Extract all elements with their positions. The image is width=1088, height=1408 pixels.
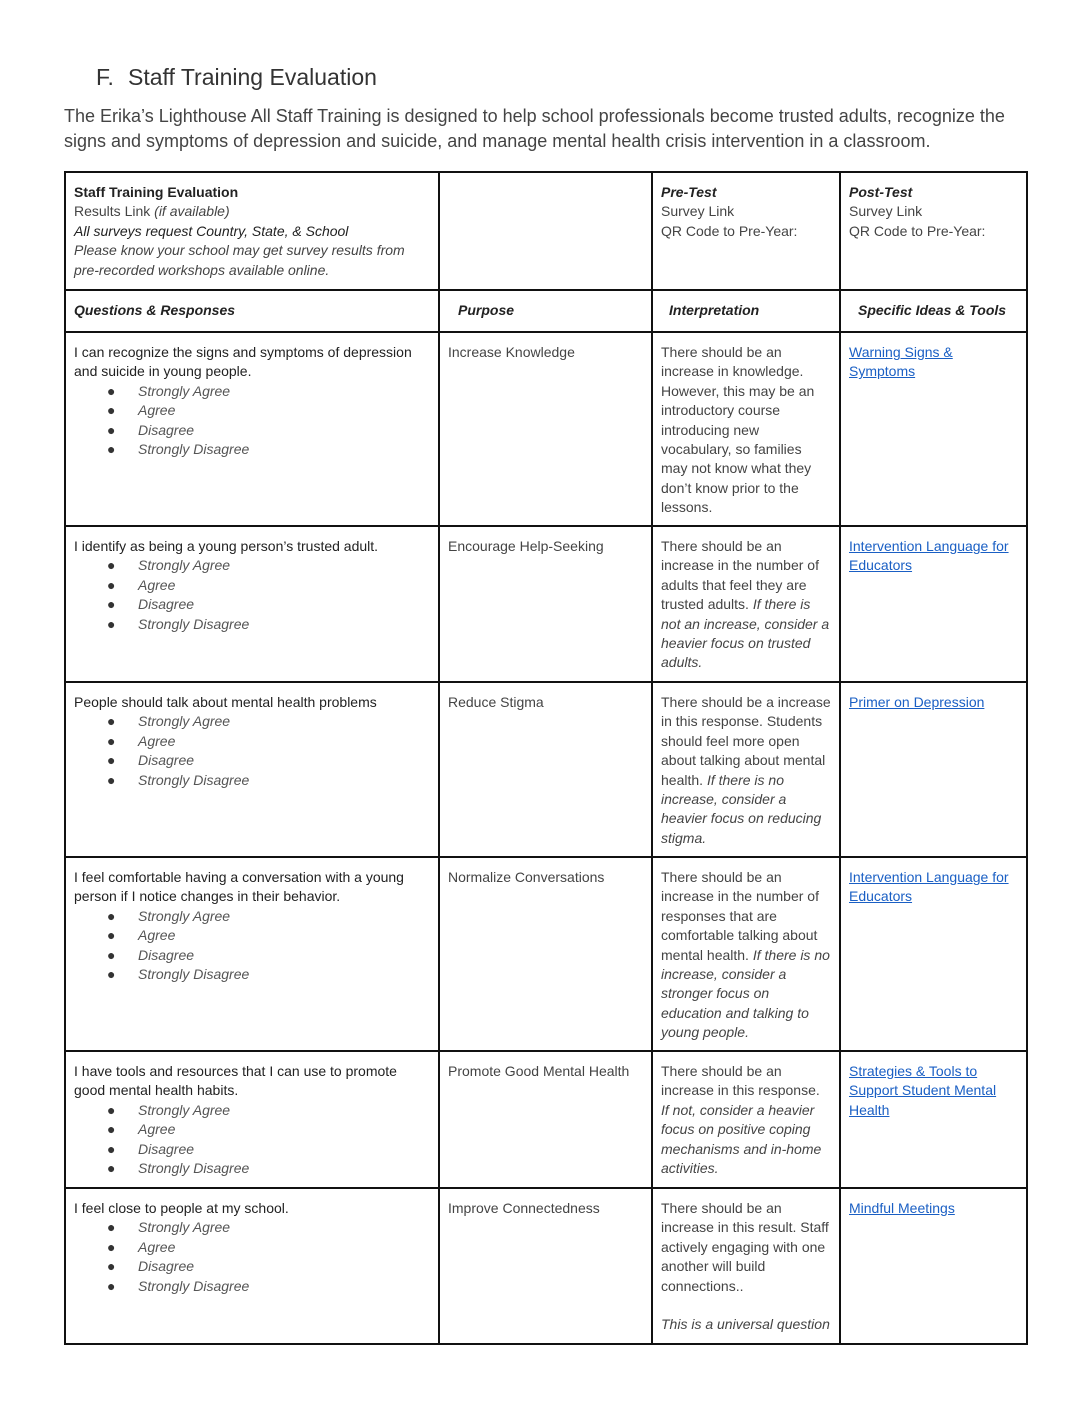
section-title: Staff Training Evaluation	[128, 64, 377, 90]
question-cell	[65, 857, 439, 1051]
bullet-icon: ●	[107, 966, 116, 983]
option-label: Strongly Disagree	[138, 966, 250, 983]
response-option	[74, 401, 430, 420]
interpretation-text: There should be an increase in the number of responses that are comfortable talking about mental health.	[661, 869, 819, 963]
purpose-cell	[439, 332, 652, 526]
question-cell	[65, 682, 439, 857]
tools-cell	[840, 857, 1027, 1051]
response-option	[74, 556, 430, 575]
tools-cell	[840, 1051, 1027, 1188]
bullet-icon: ●	[107, 771, 116, 788]
table-body	[65, 332, 1027, 1344]
response-options	[74, 382, 430, 460]
purpose-text: Increase Knowledge	[448, 344, 575, 360]
interpretation-cell	[652, 1051, 840, 1188]
resource-link[interactable]: Strategies & Tools to Support Student Mental Health	[849, 1063, 997, 1118]
header-title: Staff Training Evaluation	[74, 184, 239, 200]
section-letter: F.	[96, 64, 114, 90]
bullet-icon: ●	[107, 946, 116, 963]
question-cell	[65, 1051, 439, 1188]
pretest-survey-link: Survey Link	[661, 203, 735, 220]
bullet-icon: ●	[107, 421, 116, 438]
header-cell-pretest	[652, 172, 840, 290]
table-row	[65, 857, 1027, 1051]
question-cell	[65, 1188, 439, 1344]
interpretation-cell	[652, 682, 840, 857]
response-option	[74, 751, 430, 770]
interpretation-cell	[652, 1188, 840, 1344]
option-label: Disagree	[138, 752, 195, 769]
posttest-qr-label: QR Code to Pre-Year:	[849, 222, 986, 239]
bullet-icon: ●	[107, 1160, 116, 1177]
interpretation-italic-note: If there is no increase, consider a heavier focus on reducing stigma.	[661, 771, 822, 846]
option-label: Strongly Agree	[138, 1101, 231, 1118]
response-option	[74, 1238, 430, 1257]
evaluation-table	[64, 171, 1028, 1345]
bullet-icon: ●	[107, 927, 116, 944]
interpretation-text: There should be an increase in knowledge. However, this may be an introductory course introducing new vocabulary, so families may not know what they don’t know prior to the lessons.	[661, 344, 815, 516]
posttest-survey-link: Survey Link	[849, 203, 923, 220]
bullet-icon: ●	[107, 1238, 116, 1255]
bullet-icon: ●	[107, 713, 116, 730]
interpretation-italic-note: If not, consider a heavier focus on positive coping mechanisms and in-home activities.	[661, 1101, 822, 1177]
tools-cell	[840, 332, 1027, 526]
question-text: I can recognize the signs and symptoms of depression and suicide in young people.	[74, 344, 412, 380]
tools-cell	[840, 1188, 1027, 1344]
option-label: Disagree	[138, 421, 195, 438]
results-note: Please know your school may get survey results from pre-recorded workshops available online.	[74, 242, 405, 278]
response-option	[74, 1277, 430, 1296]
interpretation-text: There should be an increase in this response.	[661, 1063, 820, 1099]
bullet-icon: ●	[107, 752, 116, 769]
response-option	[74, 1120, 430, 1139]
bullet-icon: ●	[107, 907, 116, 924]
resource-link[interactable]: Primer on Depression	[849, 694, 985, 710]
option-label: Disagree	[138, 946, 195, 963]
response-option	[74, 1218, 430, 1237]
option-label: Strongly Disagree	[138, 771, 250, 788]
response-option	[74, 732, 430, 751]
response-option	[74, 615, 430, 634]
option-label: Agree	[138, 576, 176, 593]
header-cell-posttest	[840, 172, 1027, 290]
response-option	[74, 926, 430, 945]
bullet-icon: ●	[107, 557, 116, 574]
response-options	[74, 556, 430, 634]
surveys-request-note: All surveys request Country, State, & School	[74, 222, 349, 239]
option-label: Agree	[138, 927, 176, 944]
option-label: Disagree	[138, 1258, 195, 1275]
purpose-text: Reduce Stigma	[448, 694, 544, 710]
spacer	[661, 1296, 831, 1315]
option-label: Strongly Disagree	[138, 615, 250, 632]
purpose-text: Encourage Help-Seeking	[448, 538, 604, 554]
col-header-questions: Questions & Responses	[65, 290, 439, 332]
question-text: I have tools and resources that I can use to promote good mental health habits.	[74, 1063, 397, 1099]
response-options	[74, 1218, 430, 1296]
response-option	[74, 771, 430, 790]
response-option	[74, 595, 430, 614]
option-label: Strongly Disagree	[138, 1277, 250, 1294]
response-option	[74, 576, 430, 595]
purpose-cell	[439, 1188, 652, 1344]
response-option	[74, 712, 430, 731]
section-intro: The Erika’s Lighthouse All Staff Training is designed to help school professionals become trusted adults, recognize the signs and symptoms of depression and suicide, and manage mental health crisis intervention in a classroom.	[64, 106, 1005, 151]
question-text: I feel close to people at my school.	[74, 1200, 289, 1216]
posttest-title: Post-Test	[849, 184, 913, 200]
bullet-icon: ●	[107, 732, 116, 749]
results-link-label: Results Link	[74, 203, 151, 220]
column-header-row	[65, 290, 1027, 332]
header-cell-info	[65, 172, 439, 290]
bullet-icon: ●	[107, 1121, 116, 1138]
option-label: Agree	[138, 1238, 176, 1255]
interpretation-italic-note: If there is no increase, consider a stronger focus on education and talking to young people.	[661, 946, 830, 1041]
purpose-text: Normalize Conversations	[448, 869, 605, 885]
response-option	[74, 965, 430, 984]
response-option	[74, 421, 430, 440]
interpretation-extra-note	[661, 1296, 831, 1334]
table-row	[65, 1188, 1027, 1344]
option-label: Agree	[138, 732, 176, 749]
option-label: Strongly Disagree	[138, 441, 250, 458]
table-row	[65, 332, 1027, 526]
option-label: Disagree	[138, 1140, 195, 1157]
tools-cell	[840, 682, 1027, 857]
option-label: Agree	[138, 1121, 176, 1138]
interpretation-cell	[652, 857, 840, 1051]
option-label: Strongly Agree	[138, 557, 231, 574]
option-label: Strongly Agree	[138, 382, 231, 399]
option-label: Strongly Agree	[138, 713, 231, 730]
table-row	[65, 682, 1027, 857]
universal-question-note: This is a universal question	[661, 1316, 830, 1333]
header-cell-empty	[439, 172, 652, 290]
purpose-text: Improve Connectedness	[448, 1200, 600, 1216]
interpretation-italic-note: If there is not an increase, consider a heavier focus on trusted adults.	[661, 596, 830, 671]
option-label: Disagree	[138, 596, 195, 613]
resource-link[interactable]: Warning Signs & Symptoms	[849, 344, 953, 380]
bullet-icon: ●	[107, 1277, 116, 1294]
question-text: I feel comfortable having a conversation with a young person if I notice changes in their behavior.	[74, 869, 404, 905]
pretest-qr-label: QR Code to Pre-Year:	[661, 222, 798, 239]
interpretation-cell	[652, 526, 840, 682]
purpose-cell	[439, 526, 652, 682]
table-header-row	[65, 172, 1027, 290]
question-text: I identify as being a young person’s trusted adult.	[74, 538, 379, 554]
option-label: Strongly Agree	[138, 1219, 231, 1236]
response-option	[74, 440, 430, 459]
response-options	[74, 907, 430, 985]
table-row	[65, 526, 1027, 682]
col-header-purpose: Purpose	[439, 290, 652, 332]
option-label: Agree	[138, 402, 176, 419]
response-option	[74, 1101, 430, 1120]
option-label: Strongly Agree	[138, 907, 231, 924]
question-cell	[65, 332, 439, 526]
bullet-icon: ●	[107, 1101, 116, 1118]
interpretation-text: There should be an increase in this result. Staff actively engaging with one another will build connections..	[661, 1200, 829, 1294]
response-option	[74, 1257, 430, 1276]
section-heading	[96, 64, 377, 91]
bullet-icon: ●	[107, 1219, 116, 1236]
col-header-interpretation: Interpretation	[652, 290, 840, 332]
bullet-icon: ●	[107, 382, 116, 399]
bullet-icon: ●	[107, 596, 116, 613]
question-text: People should talk about mental health problems	[74, 694, 377, 710]
response-options	[74, 712, 430, 790]
results-link-line	[74, 202, 430, 221]
response-option	[74, 907, 430, 926]
interpretation-cell	[652, 332, 840, 526]
bullet-icon: ●	[107, 1258, 116, 1275]
pretest-title: Pre-Test	[661, 184, 717, 200]
purpose-cell	[439, 682, 652, 857]
response-option	[74, 1159, 430, 1178]
table-row	[65, 1051, 1027, 1188]
resource-link[interactable]: Mindful Meetings	[849, 1200, 955, 1216]
option-label: Strongly Disagree	[138, 1160, 250, 1177]
bullet-icon: ●	[107, 402, 116, 419]
response-options	[74, 1101, 430, 1179]
interpretation-text: There should be a increase in this response. Students should feel more open about talking about mental health.	[661, 694, 831, 788]
interpretation-text: There should be an increase in the number of adults that feel they are trusted adults.	[661, 538, 819, 613]
bullet-icon: ●	[107, 1140, 116, 1157]
bullet-icon: ●	[107, 441, 116, 458]
bullet-icon: ●	[107, 615, 116, 632]
purpose-cell	[439, 857, 652, 1051]
bullet-icon: ●	[107, 576, 116, 593]
question-cell	[65, 526, 439, 682]
response-option	[74, 946, 430, 965]
purpose-text: Promote Good Mental Health	[448, 1063, 630, 1079]
resource-link[interactable]: Intervention Language for Educators	[849, 538, 1009, 574]
response-option	[74, 382, 430, 401]
col-header-tools: Specific Ideas & Tools	[840, 290, 1027, 332]
response-option	[74, 1140, 430, 1159]
if-available-label: (if available)	[154, 203, 230, 220]
purpose-cell	[439, 1051, 652, 1188]
resource-link[interactable]: Intervention Language for Educators	[849, 869, 1009, 905]
tools-cell	[840, 526, 1027, 682]
